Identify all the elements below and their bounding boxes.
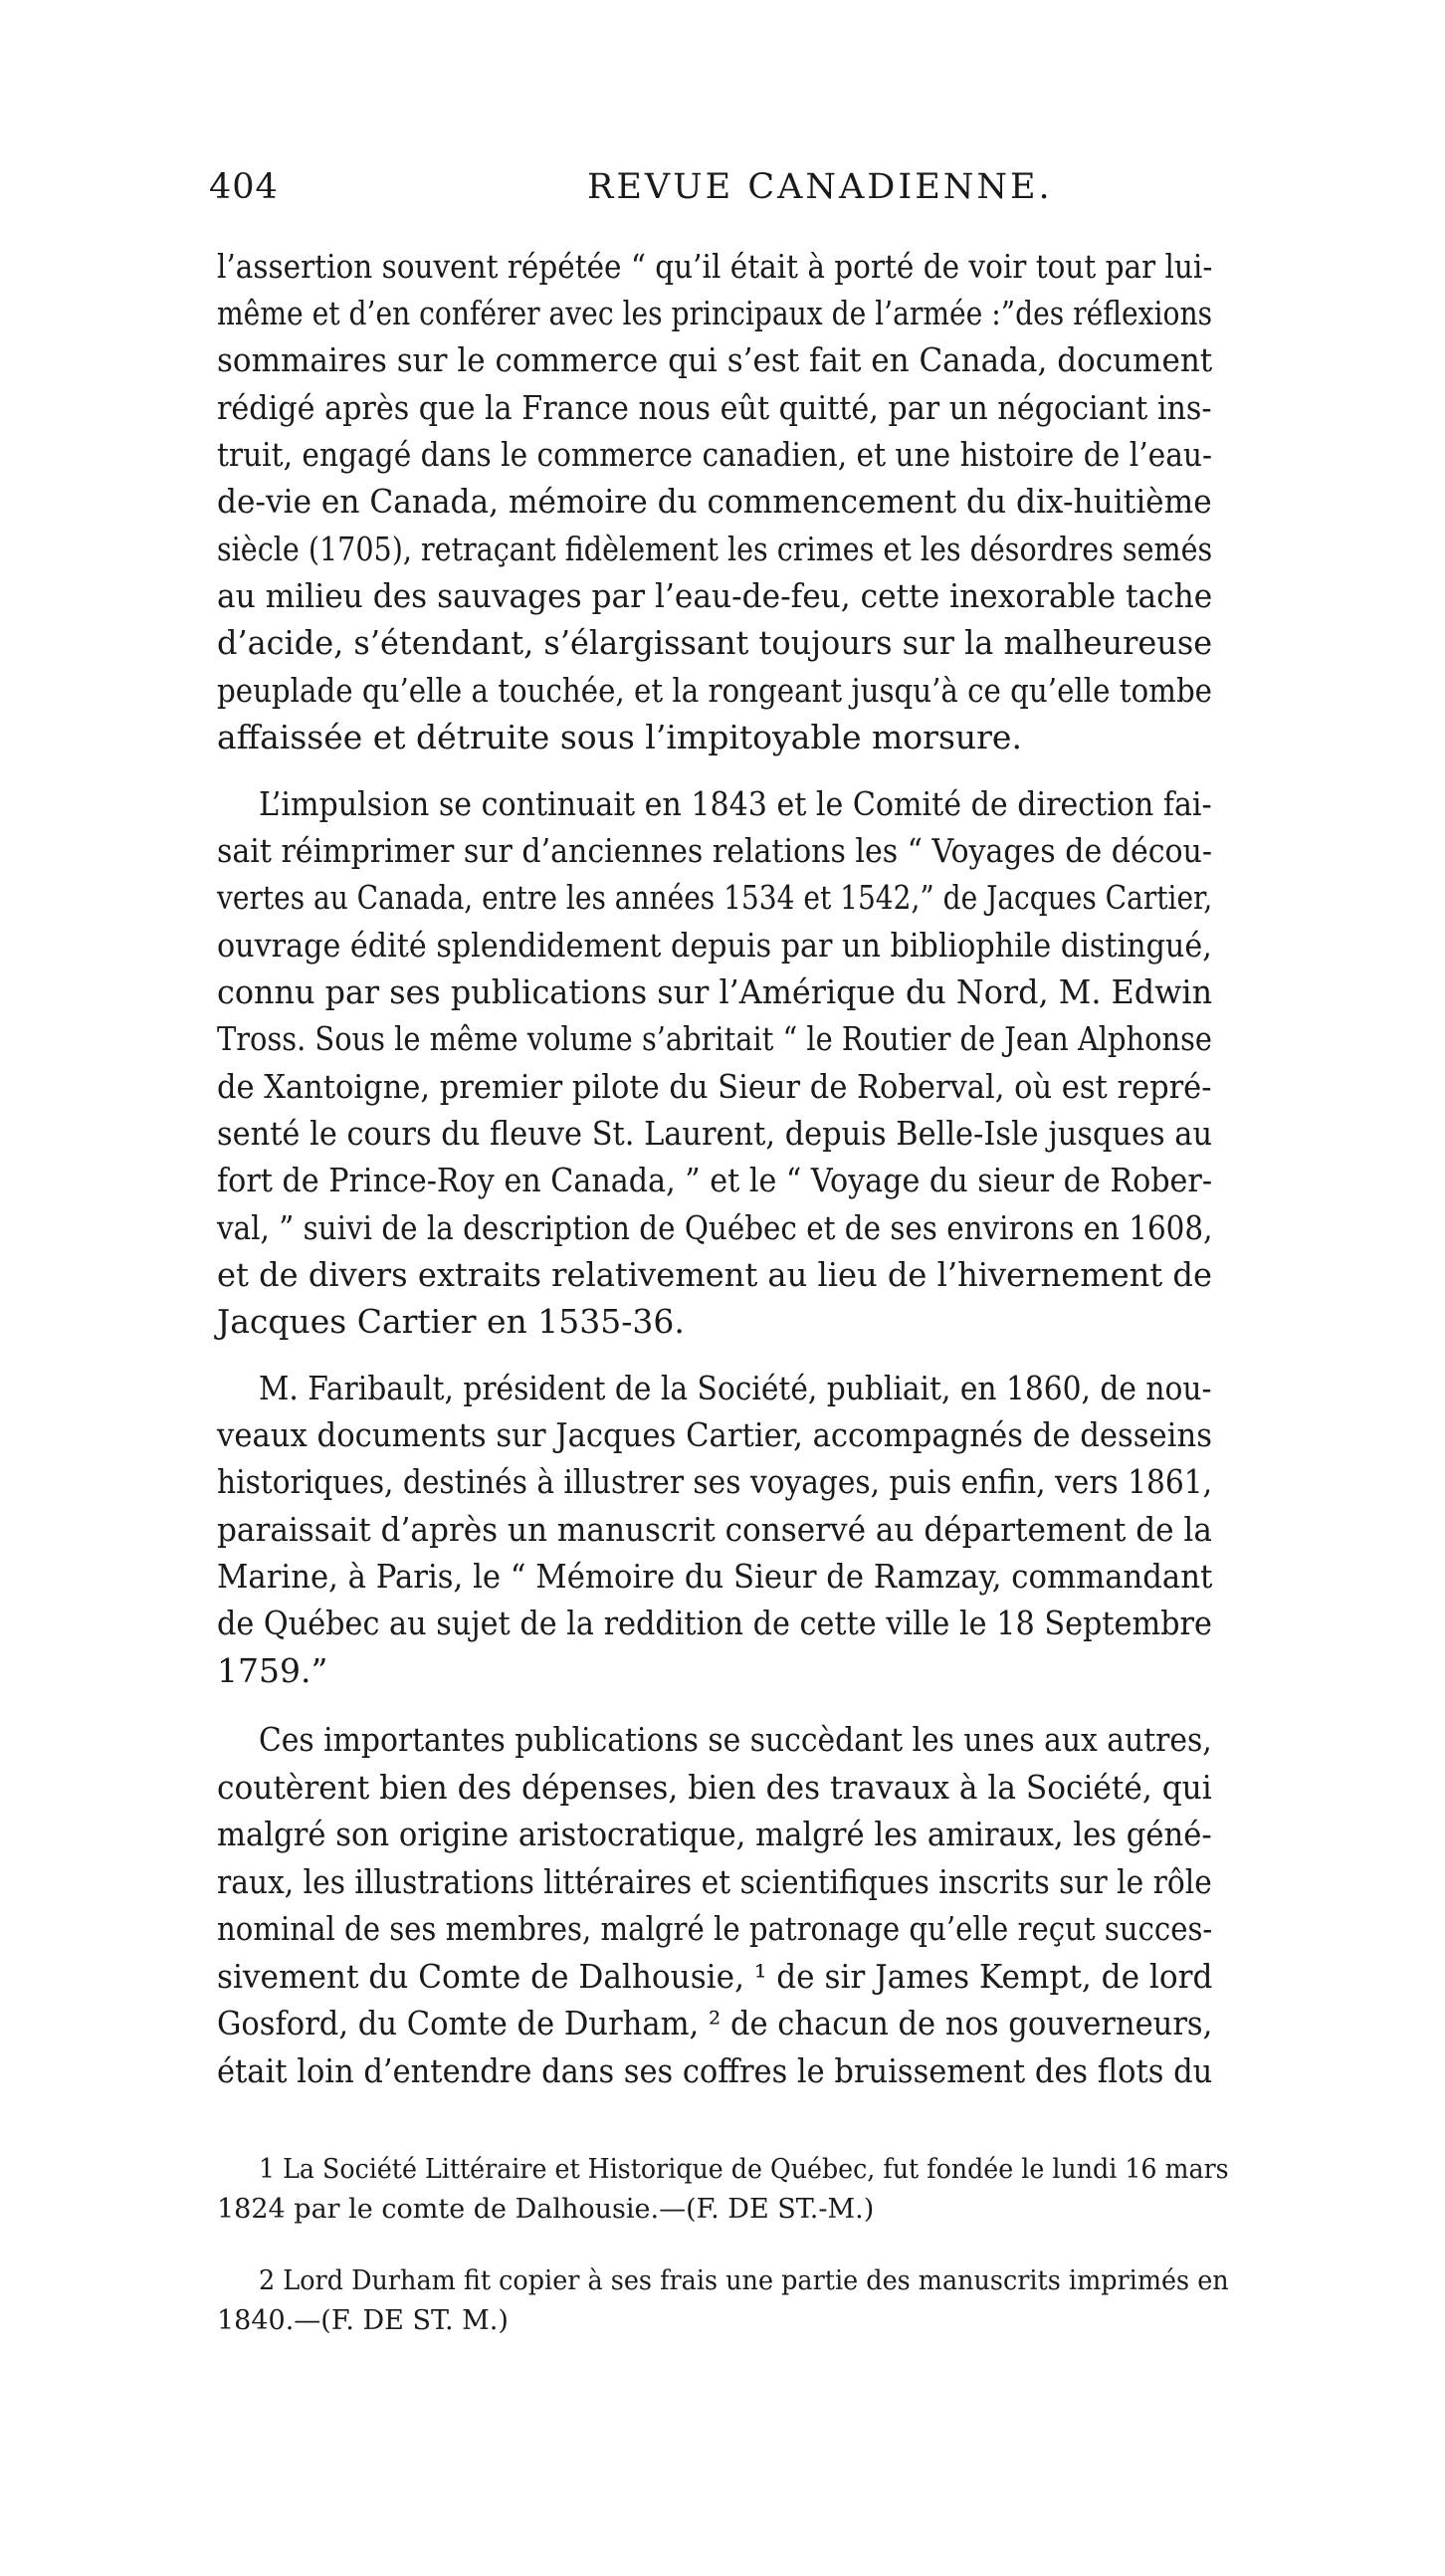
text-line: vertes au Canada, entre les années 1534 et 1542,” de Jacques Cartier, [217, 878, 1213, 917]
text-line: Marine, à Paris, le “ Mémoire du Sieur de Ramzay, commandant [217, 1557, 1213, 1596]
text-line: de-vie en Canada, mémoire du commencement du dix-huitième [217, 482, 1212, 521]
text-line: au milieu des sauvages par l’eau-de-feu, cette inexorable tache [217, 576, 1213, 615]
text-line: Gosford, du Comte de Durham, ² de chacun de nos gouverneurs, [217, 2004, 1213, 2042]
text-line: d’acide, s’étendant, s’élargissant toujours sur la malheureuse [217, 623, 1213, 662]
text-line: sommaires sur le commerce qui s’est fait en Canada, document [217, 340, 1213, 379]
text-line: raux, les illustrations littéraires et scientifiques inscrits sur le rôle [217, 1862, 1212, 1901]
text-line: de Xantoigne, premier pilote du Sieur de Roberval, où est repré- [217, 1067, 1212, 1106]
text-line: Jacques Cartier en 1535-36. [217, 1302, 685, 1341]
text-line: siècle (1705), retraçant fidèlement les crimes et les désordres semés [217, 530, 1213, 568]
text-line: sait réimprimer sur d’anciennes relations les “ Voyages de décou- [217, 831, 1213, 870]
text-line: rédigé après que la France nous eût quitté, par un négociant ins- [217, 388, 1212, 427]
text-line: coutèrent bien des dépenses, bien des travaux à la Société, qui [217, 1768, 1212, 1807]
footnote-line: 1824 par le comte de Dalhousie.—(F. DE ST.-M.) [217, 2194, 875, 2225]
text-line: paraissait d’après un manuscrit conservé au département de la [217, 1510, 1212, 1549]
text-line: l’assertion souvent répétée “ qu’il était à porté de voir tout par lui- [217, 247, 1213, 286]
text-line: affaissée et détruite sous l’impitoyable morsure. [217, 718, 1022, 756]
text-line: 1759.” [217, 1651, 328, 1690]
page-header [209, 167, 1264, 217]
text-line: fort de Prince-Roy en Canada, ” et le “ Voyage du sieur de Rober- [217, 1161, 1213, 1199]
text-line: de Québec au sujet de la reddition de cette ville le 18 Septembre [217, 1604, 1212, 1642]
text-line: malgré son origine aristocratique, malgré les amiraux, les géné- [217, 1815, 1212, 1853]
text-line: val, ” suivi de la description de Québec et de ses environs en 1608, [217, 1208, 1213, 1247]
text-line: et de divers extraits relativement au lieu de l’hivernement de [217, 1255, 1212, 1294]
text-line: Ces importantes publications se succèdant les unes aux autres, [259, 1720, 1212, 1759]
text-line: senté le cours du fleuve St. Laurent, depuis Belle-Isle jusques au [217, 1114, 1213, 1153]
text-line: sivement du Comte de Dalhousie, ¹ de sir James Kempt, de lord [217, 1957, 1213, 1996]
text-line: historiques, destinés à illustrer ses voyages, puis enfin, vers 1861, [217, 1462, 1213, 1501]
page-number: 404 [209, 167, 279, 207]
text-line: même et d’en conférer avec les principaux de l’armée :”des réflexions [217, 294, 1213, 332]
text-line: connu par ses publications sur l’Amérique du Nord, M. Edwin [217, 972, 1213, 1011]
footnote-line: 1 La Société Littéraire et Historique de Québec, fut fondée le lundi 16 mars [259, 2154, 1229, 2185]
text-line: ouvrage édité splendidement depuis par un bibliophile distingué, [217, 926, 1212, 965]
text-line: peuplade qu’elle a touchée, et la rongeant jusqu’à ce qu’elle tombe [217, 671, 1213, 710]
text-line: truit, engagé dans le commerce canadien, et une histoire de l’eau- [217, 435, 1212, 474]
text-line: était loin d’entendre dans ses coffres le bruissement des flots du [217, 2051, 1213, 2090]
text-line: veaux documents sur Jacques Cartier, accompagnés de desseins [217, 1415, 1212, 1454]
text-line: Tross. Sous le même volume s’abritait “ le Routier de Jean Alphonse [217, 1019, 1212, 1058]
running-title: REVUE CANADIENNE. [587, 167, 1053, 207]
footnote-line: 1840.—(F. DE ST. M.) [217, 2305, 509, 2336]
text-line: L’impulsion se continuait en 1843 et le Comité de direction fai- [259, 784, 1212, 823]
text-line: nominal de ses membres, malgré le patronage qu’elle reçut succes- [217, 1909, 1213, 1948]
footnote-line: 2 Lord Durham fit copier à ses frais une partie des manuscrits imprimés en [259, 2265, 1229, 2296]
text-line: M. Faribault, président de la Société, publiait, en 1860, de nou- [259, 1369, 1212, 1407]
